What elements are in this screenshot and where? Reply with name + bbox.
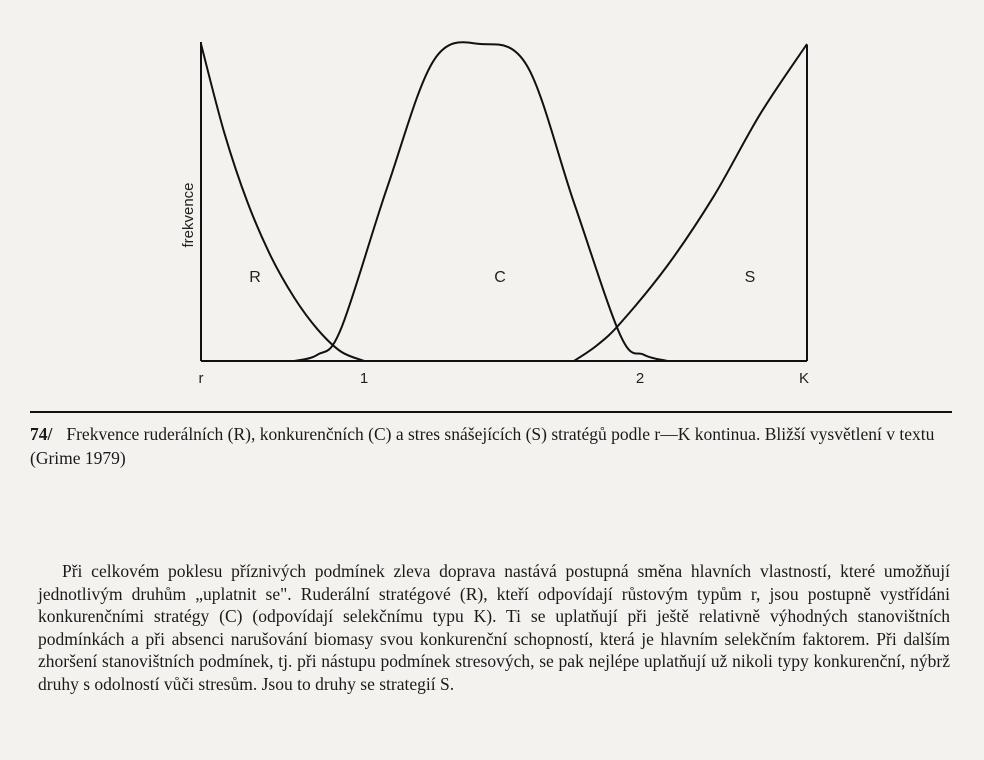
- region-label-c: C: [494, 269, 506, 286]
- x-tick-label: 1: [359, 370, 369, 387]
- x-tick-label: K: [798, 370, 810, 387]
- y-axis-label: frekvence: [180, 182, 197, 248]
- region-label-s: S: [744, 269, 756, 286]
- curve-c: [294, 42, 667, 361]
- curve-s: [574, 44, 807, 361]
- figure-caption: [30, 422, 950, 470]
- caption-text: Frekvence ruderálních (R), konkurenčních (C) a stres snášejících (S) stratégů podle r—K kontinua. Bližší vysvětlení v textu (Grime 1979): [30, 424, 935, 468]
- region-label-r: R: [249, 269, 261, 286]
- curve-r: [201, 44, 364, 361]
- caption-rule: [30, 411, 952, 413]
- body-text: [38, 560, 950, 695]
- figure-number: 74/: [30, 424, 53, 444]
- body-paragraph: Při celkovém poklesu příznivých podmínek zleva doprava nastává postupná směna hlavních vlastností, které umožňují jednotlivým druhům „uplatnit se". Ruderální stratégové (R), kteří odpovídají růstovým typům r, jsou postupně vystřídáni konkurenčními stratégy (C) (odpovídají selekčnímu typu K). Ti se uplatňují při ještě relativně výhodných stanovištních podmínkách a při absenci narušování biomasy svou konkurenční schopností, která je hlavním selekčním faktorem. Při dalším zhoršení stanovištních podmínek, tj. při nástupu podmínek stresových, se pak nejlépe uplatňují už nikoli typy konkurenční, nýbrž druhy s odolností vůči stresům. Jsou to druhy se strategií S.: [38, 561, 950, 694]
- x-tick-label: 2: [635, 370, 645, 387]
- x-tick-label: r: [198, 370, 204, 387]
